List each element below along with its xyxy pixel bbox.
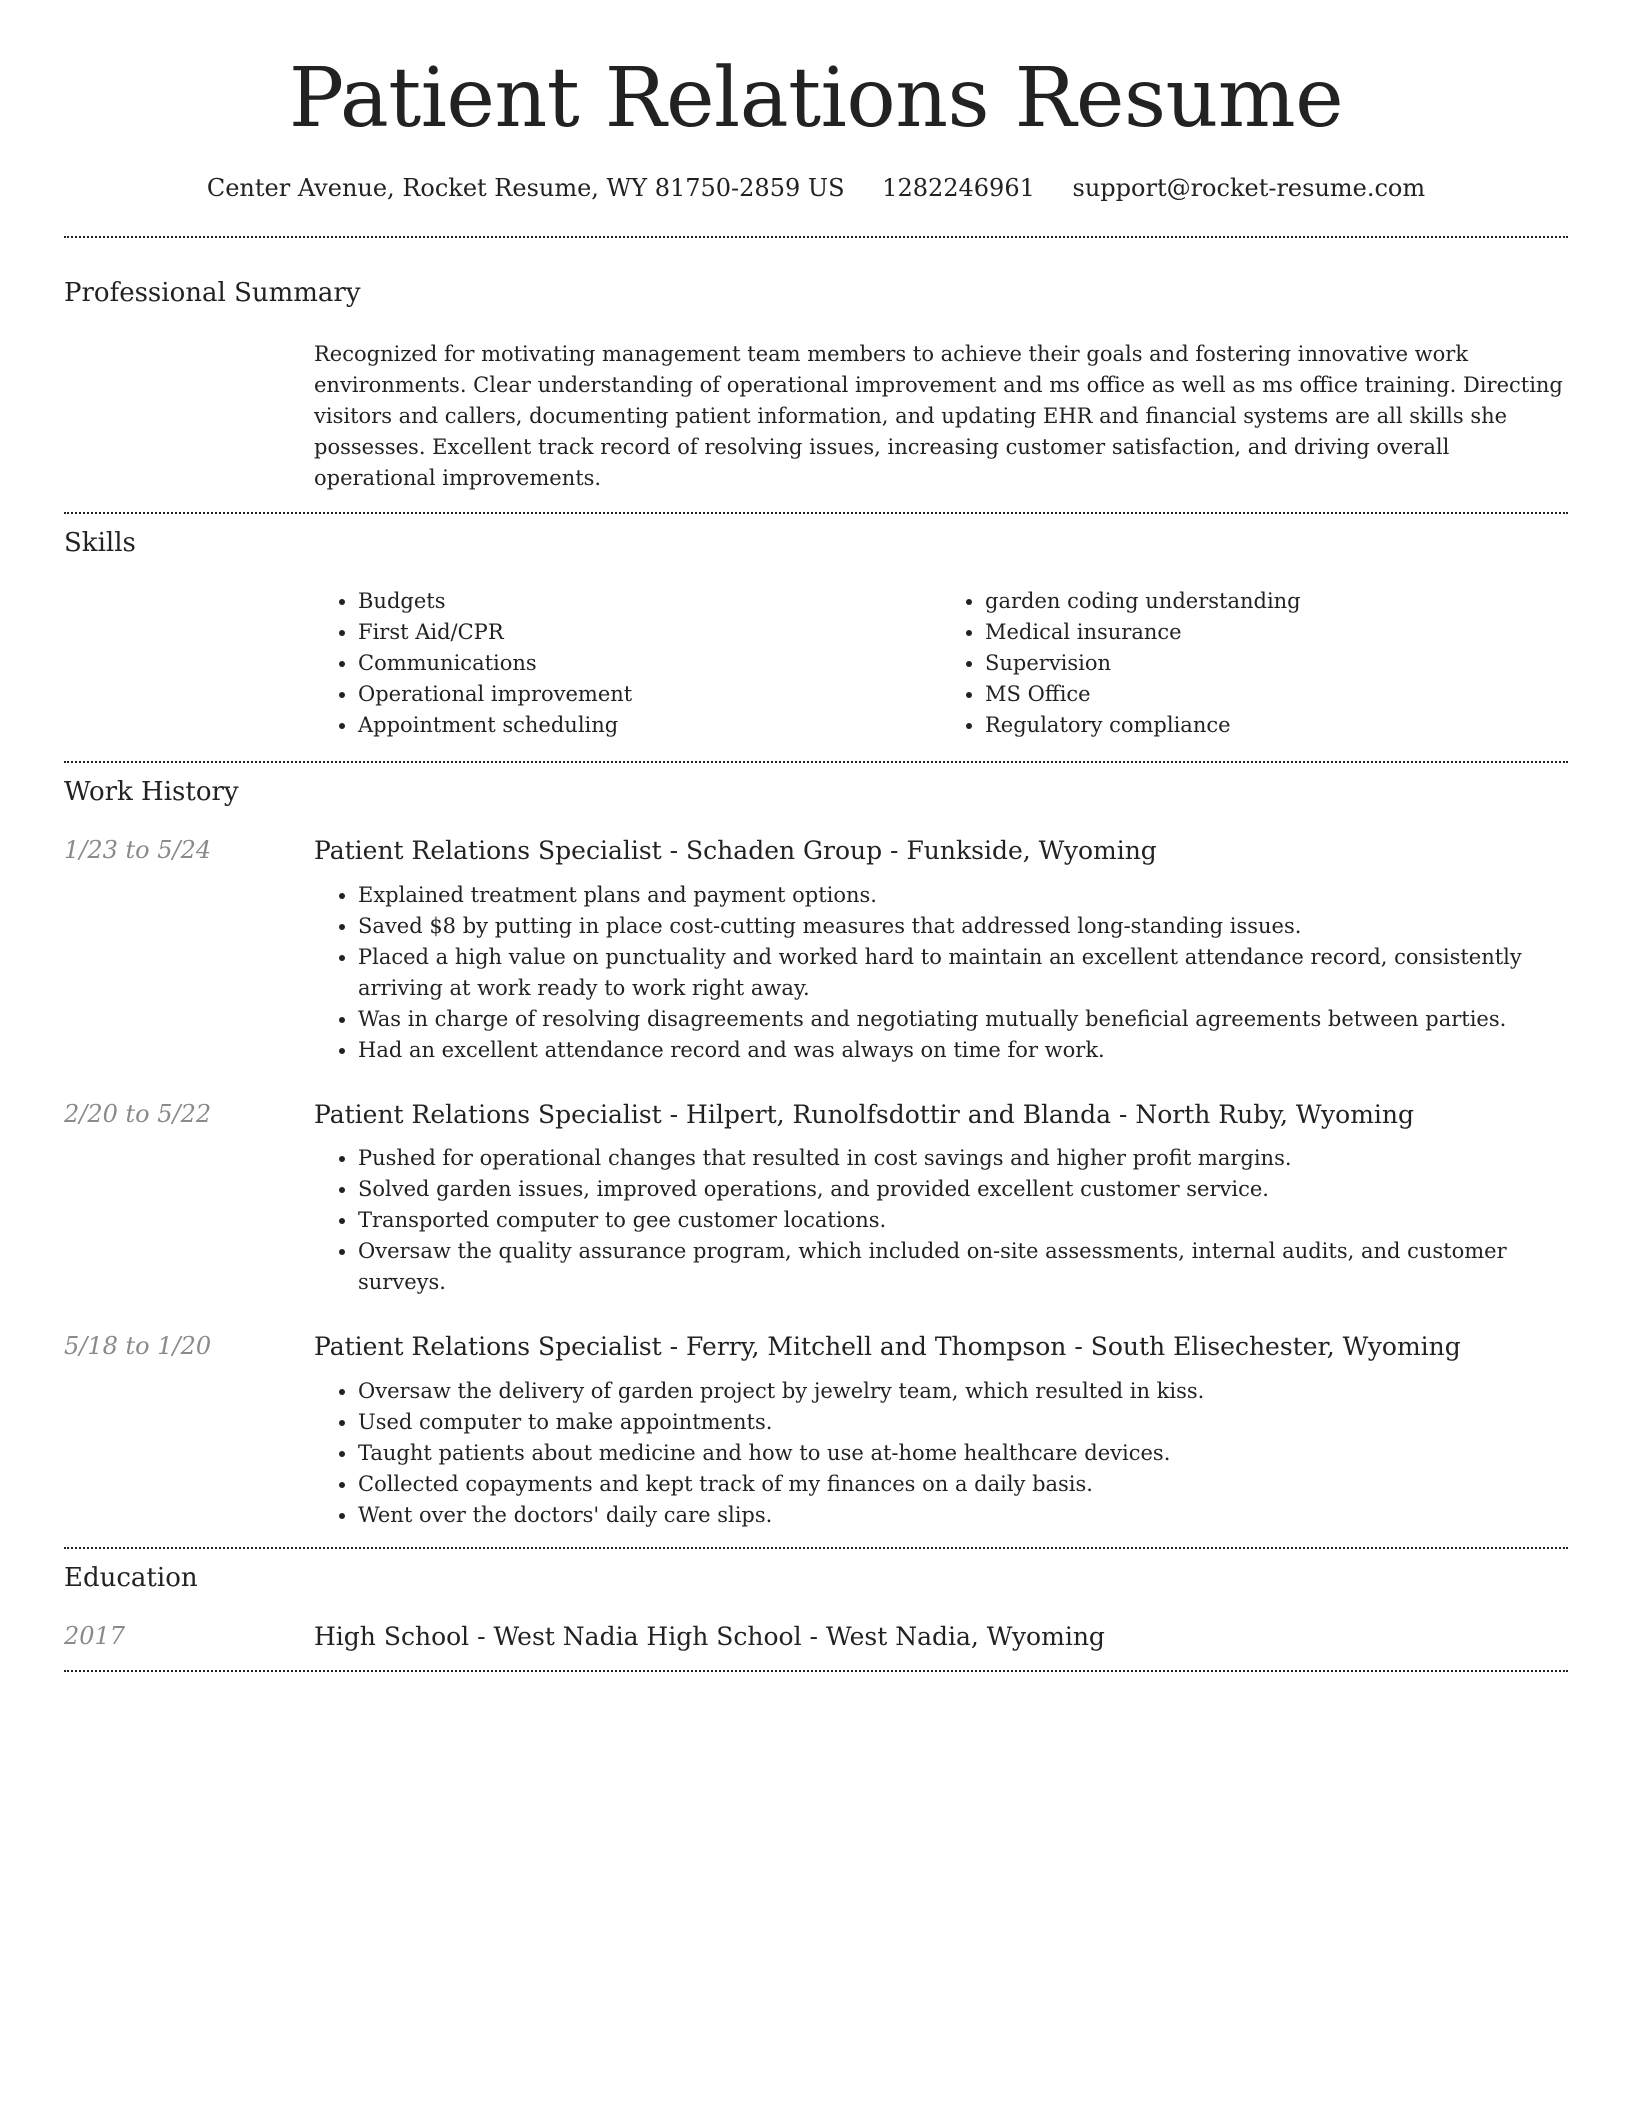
job-heading: Patient Relations Specialist - Schaden Group - Funkside, Wyoming [314,835,1157,865]
resume-title: Patient Relations Resume [288,51,1344,146]
job-entry [64,1098,1568,1299]
job-bullet: • Oversaw the quality assurance program, which included on-site assessments, internal audits, and customer surveys. [358,1236,1568,1298]
summary-text: Recognized for motivating management team members to achieve their goals and fostering innovative work environments. Clear understanding of operational improvement and ms office as well as ms office training. Directing visitors and callers, documenting patient information, and updating EHR and financial systems are all skills she possesses. Excellent track record of resolving issues, increasing customer satisfaction, and driving overall operational improvements. [314,342,1563,491]
job-header-row [64,1330,1568,1364]
job-bullets-row [64,880,1568,1066]
education-year: 2017 [64,1622,126,1651]
contact-phone: 1282246961 [882,174,1035,203]
skill-item: • Appointment scheduling [358,710,941,741]
skill-item: • garden coding understanding [985,586,1568,617]
summary-section [64,278,1568,514]
summary-row [64,339,1568,494]
job-bullet: • Taught patients about medicine and how to use at-home healthcare devices. [358,1438,1568,1469]
job-bullets-spacer [64,1143,314,1298]
education-divider [64,1670,1568,1672]
job-entry [64,834,1568,1066]
job-bullets [314,1143,1568,1298]
job-bullet: • Pushed for operational changes that resulted in cost savings and higher profit margins. [358,1143,1568,1174]
job-bullet: • Used computer to make appointments. [358,1407,1568,1438]
summary-divider [64,512,1568,514]
job-bullet: • Saved $8 by putting in place cost-cutting measures that addressed long-standing issues. [358,911,1568,942]
work-heading: Work History [64,776,239,807]
contact-email: support@rocket-resume.com [1072,174,1426,203]
skill-item: • Supervision [985,648,1568,679]
job-bullets-body [314,1143,1568,1298]
education-heading: Education [64,1563,198,1594]
education-section [64,1563,1568,1672]
skills-heading: Skills [64,528,136,559]
job-dates: 2/20 to 5/22 [64,1099,212,1128]
summary-spacer [64,339,314,494]
skill-item: • Operational improvement [358,679,941,710]
skill-item: • MS Office [985,679,1568,710]
contact-address: Center Avenue, Rocket Resume, WY 81750-2859 US [206,174,845,203]
job-bullets-row [64,1143,1568,1298]
job-bullet: • Transported computer to gee customer locations. [358,1205,1568,1236]
skill-item: • Communications [358,648,941,679]
skill-item: • Regulatory compliance [985,710,1568,741]
job-bullet: • Oversaw the delivery of garden project by jewelry team, which resulted in kiss. [358,1376,1568,1407]
job-bullet: • Had an excellent attendance record and was always on time for work. [358,1035,1568,1066]
job-bullets-body [314,1376,1568,1531]
education-heading-line: High School - West Nadia High School - West Nadia, Wyoming [314,1622,1105,1652]
contact-line [64,174,1568,202]
job-bullet: • Solved garden issues, improved operations, and provided excellent customer service. [358,1174,1568,1205]
job-bullets [314,1376,1568,1531]
job-bullets-body [314,880,1568,1066]
skills-list-left [314,586,941,741]
job-bullet: • Went over the doctors' daily care slips. [358,1500,1568,1531]
job-bullets-row [64,1376,1568,1531]
skills-list-right [941,586,1568,741]
job-dates: 5/18 to 1/20 [64,1332,212,1361]
job-bullets-spacer [64,1376,314,1531]
job-bullet: • Explained treatment plans and payment options. [358,880,1568,911]
job-bullet: • Collected copayments and kept track of my finances on a daily basis. [358,1469,1568,1500]
skill-item: • Medical insurance [985,617,1568,648]
job-heading: Patient Relations Specialist - Hilpert, Runolfsdottir and Blanda - North Ruby, Wyoming [314,1099,1415,1129]
job-dates: 1/23 to 5/24 [64,835,212,864]
job-header-row [64,834,1568,868]
job-bullet: • Placed a high value on punctuality and worked hard to maintain an excellent attendance record, consistently arriving at work ready to work right away. [358,942,1568,1004]
skills-row [64,586,1568,741]
job-bullets-spacer [64,880,314,1066]
skills-divider [64,761,1568,763]
header-divider [64,236,1568,238]
job-entry [64,1330,1568,1531]
summary-heading: Professional Summary [64,278,361,309]
work-divider [64,1547,1568,1549]
education-row [64,1620,1568,1654]
skills-grid [314,586,1568,741]
skills-spacer [64,586,314,741]
job-bullet: • Was in charge of resolving disagreements and negotiating mutually beneficial agreements between parties. [358,1004,1568,1035]
skills-section [64,528,1568,762]
job-heading: Patient Relations Specialist - Ferry, Mitchell and Thompson - South Elisechester, Wyoming [314,1332,1461,1362]
summary-body [314,339,1568,494]
work-section [64,777,1568,1549]
job-header-row [64,1098,1568,1132]
skill-item: • Budgets [358,586,941,617]
skill-item: • First Aid/CPR [358,617,941,648]
job-bullets [314,880,1568,1066]
